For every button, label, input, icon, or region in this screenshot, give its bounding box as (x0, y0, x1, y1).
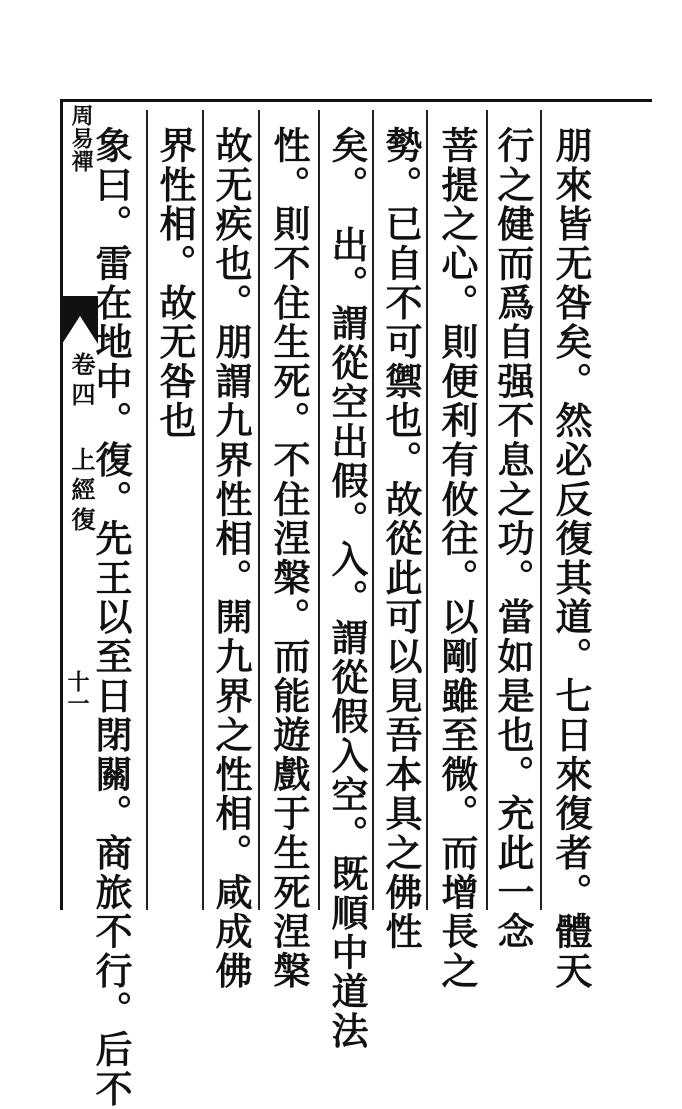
text-column: 故无疾也。朋謂九界性相。開九界之性相。咸成佛 (209, 126, 253, 991)
text-column: 勢。已自不可禦也。故從此可以見吾本具之佛性 (379, 126, 423, 952)
column-divider (372, 110, 374, 910)
text-column: 朋來皆无咎矣。然必反復其道。七日來復者。體天 (549, 126, 593, 991)
column-divider (258, 110, 260, 910)
margin-page-number: 十一 (64, 670, 90, 714)
column-divider (146, 110, 148, 910)
column-divider (486, 110, 488, 910)
frame-left-rule (60, 99, 63, 910)
column-divider (202, 110, 204, 910)
column-divider (426, 110, 428, 910)
column-divider (540, 110, 542, 910)
text-column: 性。則不住生死。不住涅槃。而能遊戲于生死涅槃 (267, 126, 311, 991)
margin-book-title: 周易禪 (68, 104, 94, 173)
frame-top-rule (60, 99, 652, 102)
text-column: 菩提之心。則便利有攸往。以剛雖至微。而增長之 (435, 126, 479, 991)
column-divider (318, 110, 320, 910)
margin-chapter-label: 卷四 上經復 (67, 352, 96, 537)
text-column: 行之健而爲自强不息之功。當如是也。充此一念 (491, 126, 535, 952)
text-column: 界性相。故无咎也 (153, 126, 197, 441)
text-column: 矣。 出。謂從空出假。入。謂從假入空。既順中道法 (325, 126, 369, 1051)
text-column: 象曰。雷在地中。復。先王以至日閉關。商旅不行。后不 (89, 126, 133, 1109)
